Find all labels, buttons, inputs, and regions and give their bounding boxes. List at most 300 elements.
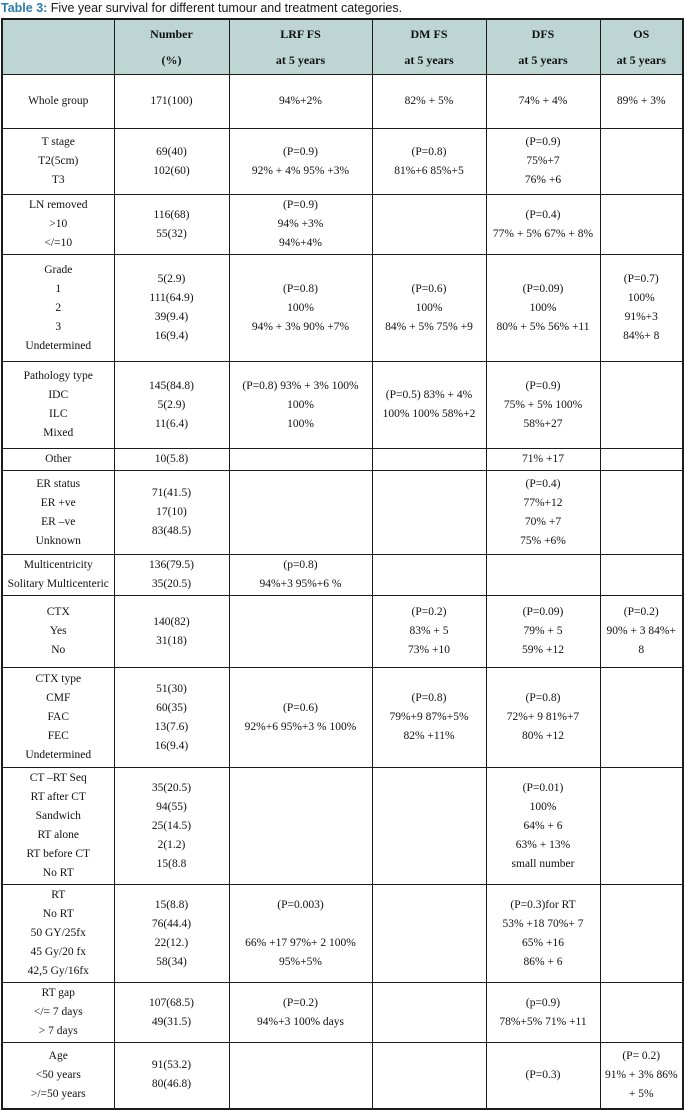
cell-line: ER status <box>36 477 81 490</box>
table-cell-lrf-fs <box>229 362 372 449</box>
cell-line: No RT <box>42 908 74 920</box>
cell-line: 49(31.5) <box>151 1015 192 1028</box>
table-cell-lrf-fs <box>229 471 372 555</box>
cell-line: RT before CT <box>26 848 91 860</box>
cell-line: 65% +16 <box>522 936 564 949</box>
cell-line: 3 <box>55 320 62 333</box>
header-cell-category <box>2 19 114 75</box>
cell-line: (P=0.2) <box>283 996 318 1009</box>
cell-line: 79%+9 87%+5% <box>389 711 469 723</box>
cell-line: 171(100) <box>150 95 193 107</box>
cell-line: + 5% <box>628 1087 654 1100</box>
table-cell-lrf-fs <box>229 768 372 885</box>
cell-line: 100% <box>415 301 443 314</box>
cell-line <box>232 1066 370 1085</box>
table-cell-dm-fs <box>372 255 486 362</box>
cell-line: 71(41.5) <box>151 487 192 499</box>
cell-line: 59% +12 <box>522 644 564 656</box>
cell-line: 55(32) <box>156 227 187 240</box>
cell-line <box>375 924 484 943</box>
cell-line: OS <box>633 27 650 41</box>
header-row <box>2 19 683 75</box>
table-cell-dfs <box>486 362 600 449</box>
cell-line: (P=0.09) <box>522 606 564 618</box>
table-cell-dm-fs <box>372 75 486 129</box>
table-row <box>2 596 683 668</box>
cell-line: ILC <box>48 408 68 420</box>
cell-line: No <box>51 644 66 656</box>
table-cell-dfs <box>486 255 600 362</box>
cell-line <box>375 1066 484 1085</box>
cell-line: 58(34) <box>156 955 187 968</box>
cell-line: 77%+12 <box>523 496 563 509</box>
table-cell-dm-fs <box>372 362 486 449</box>
table-cell-dm-fs <box>372 768 486 885</box>
cell-line <box>232 503 370 522</box>
cell-line: Mixed <box>43 427 74 439</box>
table-cell-dm-fs <box>372 668 486 768</box>
table-cell-number <box>114 768 229 885</box>
cell-line: 45 Gy/20 fx <box>30 946 87 958</box>
table-cell-number <box>114 596 229 668</box>
cell-line: (P=0.6) <box>283 701 318 714</box>
table-cell-category <box>2 195 114 255</box>
cell-line: <50 years <box>35 1068 81 1081</box>
table-cell-number <box>114 362 229 449</box>
table-cell-lrf-fs <box>229 555 372 596</box>
cell-line: Unknown <box>35 534 81 547</box>
table-row <box>2 471 683 555</box>
cell-line: 35(20.5) <box>151 578 192 590</box>
cell-line: 140(82) <box>153 615 190 628</box>
cell-line <box>5 34 112 60</box>
cell-line: 8 <box>638 644 645 656</box>
cell-line: (P=0.9) <box>525 379 561 392</box>
cell-line: 80(46.8) <box>151 1078 192 1091</box>
cell-line: at 5 years <box>275 53 326 67</box>
table-cell-lrf-fs <box>229 129 372 195</box>
table-row <box>2 1043 683 1109</box>
cell-line: > 7 days <box>38 1025 78 1037</box>
cell-line: 91(53.2) <box>151 1059 192 1072</box>
table-row <box>2 668 683 768</box>
table-cell-lrf-fs <box>229 75 372 129</box>
cell-line: (P=0.8) 93% + 3% 100% <box>242 379 359 392</box>
cell-line: 69(40) <box>156 145 187 158</box>
cell-line: 91%+3 <box>624 311 658 323</box>
table-cell-dm-fs <box>372 195 486 255</box>
cell-line <box>232 622 370 641</box>
cell-line: (P=0.09) <box>522 282 564 295</box>
cell-line: >/=50 years <box>30 1087 86 1100</box>
cell-line: 91% + 3% 86% <box>604 1068 678 1081</box>
cell-line: </= 7 days <box>33 1006 83 1018</box>
table-cell-dm-fs <box>372 129 486 195</box>
cell-line: RT alone <box>37 829 80 841</box>
table-cell-os <box>600 1043 683 1109</box>
cell-line: (P=0.5) 83% + 4% <box>385 389 473 401</box>
cell-line: (p=0.9) <box>525 996 561 1009</box>
cell-line: Pathology type <box>23 370 93 382</box>
cell-line: (P=0.01) <box>522 781 564 794</box>
table-cell-lrf-fs <box>229 596 372 668</box>
cell-line: Yes <box>49 625 67 637</box>
table-row <box>2 255 683 362</box>
cell-line: (P=0.4) <box>525 477 561 490</box>
table-cell-dfs <box>486 1043 600 1109</box>
cell-line: 82% +11% <box>403 730 455 742</box>
cell-line: 2 <box>55 301 62 314</box>
cell-line <box>375 450 484 469</box>
cell-line: Age <box>48 1049 68 1062</box>
cell-line: 76% +6 <box>524 174 562 186</box>
survival-table <box>1 18 684 1110</box>
cell-line: at 5 years <box>404 53 454 67</box>
cell-line <box>603 708 681 727</box>
table-body <box>2 75 683 1109</box>
cell-line: 94%+4% <box>279 237 322 249</box>
cell-line: FAC <box>47 711 70 723</box>
table-cell-dm-fs <box>372 596 486 668</box>
cell-line: Multicentricity <box>23 559 93 571</box>
cell-line: 2(1.2) <box>157 838 186 851</box>
cell-line: 71% +17 <box>522 453 564 465</box>
cell-line: Whole group <box>28 95 89 107</box>
cell-line: 31(18) <box>156 634 187 647</box>
cell-line <box>603 396 681 415</box>
cell-line: 136(79.5) <box>148 559 195 571</box>
table-cell-os <box>600 129 683 195</box>
table-header <box>2 19 683 75</box>
table-cell-dfs <box>486 983 600 1043</box>
cell-line: (P=0.8) <box>411 692 447 704</box>
cell-line: (P=0.3) <box>525 1068 561 1081</box>
table-cell-number <box>114 471 229 555</box>
cell-line: 75%+7 <box>526 155 560 167</box>
table-cell-number <box>114 195 229 255</box>
table-cell-lrf-fs <box>229 195 372 255</box>
cell-line: RT <box>51 889 66 901</box>
header-cell-os <box>600 19 683 75</box>
cell-line: 107(68.5) <box>148 996 195 1009</box>
cell-line <box>375 1003 484 1022</box>
table-cell-category <box>2 1043 114 1109</box>
table-cell-number <box>114 449 229 471</box>
cell-line <box>375 215 484 234</box>
cell-line: 42,5 Gy/16fx <box>27 965 89 977</box>
table-cell-number <box>114 983 229 1043</box>
cell-line: ER +ve <box>40 496 76 509</box>
cell-line <box>603 215 681 234</box>
cell-line <box>603 817 681 836</box>
table-cell-number <box>114 885 229 983</box>
table-cell-os <box>600 668 683 768</box>
table-cell-category <box>2 983 114 1043</box>
table-cell-number <box>114 255 229 362</box>
table-row <box>2 195 683 255</box>
cell-line: 1 <box>55 282 62 295</box>
table-cell-dm-fs <box>372 983 486 1043</box>
cell-line: 73% +10 <box>408 644 450 656</box>
cell-line: 145(84.8) <box>148 379 195 392</box>
cell-line: 10(5.8) <box>154 453 189 465</box>
cell-line: 111(64.9) <box>149 292 194 304</box>
cell-line <box>232 915 370 934</box>
cell-line: 84% + 5% 75% +9 <box>385 320 473 333</box>
cell-line: (P=0.7) <box>623 273 659 285</box>
cell-line: 100% <box>287 301 314 314</box>
cell-line: 94%+3 95%+6 % <box>259 578 342 590</box>
cell-line <box>375 566 484 585</box>
cell-line: 63% + 13% <box>515 838 571 851</box>
table-cell-lrf-fs <box>229 1043 372 1109</box>
cell-line: CT –RT Seq <box>29 772 87 784</box>
cell-line: RT gap <box>41 987 75 999</box>
cell-line: 116(68) <box>153 208 190 221</box>
cell-line: 95%+5% <box>279 955 322 968</box>
cell-line <box>375 503 484 522</box>
cell-line: (P=0.8) <box>411 145 447 158</box>
cell-line: 22(12.) <box>154 936 189 949</box>
table-cell-dfs <box>486 449 600 471</box>
table-cell-dm-fs <box>372 449 486 471</box>
cell-line <box>603 450 681 469</box>
cell-line: 84%+ 8 <box>623 330 660 342</box>
cell-line: 64% + 6 <box>523 819 563 832</box>
header-cell-dm-fs <box>372 19 486 75</box>
cell-line <box>603 1003 681 1022</box>
table-cell-category <box>2 449 114 471</box>
header-cell-lrf-fs <box>229 19 372 75</box>
cell-line: 94%+3 100% days <box>257 1015 344 1028</box>
table-cell-dm-fs <box>372 885 486 983</box>
cell-line: >10 <box>49 218 68 230</box>
cell-line: 100% <box>287 417 314 430</box>
cell-line <box>232 817 370 836</box>
cell-line: 80% + 5% 56% +11 <box>496 320 590 333</box>
cell-line: DM FS <box>410 27 448 41</box>
cell-line <box>603 152 681 171</box>
table-cell-number <box>114 129 229 195</box>
cell-line: small number <box>511 857 575 870</box>
cell-line: 39(9.4) <box>154 311 189 323</box>
table-cell-number <box>114 668 229 768</box>
table-cell-lrf-fs <box>229 255 372 362</box>
cell-line: 94(55) <box>156 800 187 813</box>
cell-line: 15(8.8 <box>156 857 187 870</box>
cell-line: 86% + 6 <box>523 955 563 968</box>
cell-line: 100% 100% 58%+2 <box>382 408 476 420</box>
table-cell-os <box>600 555 683 596</box>
table-cell-category <box>2 768 114 885</box>
cell-line: 92% + 4% 95% +3% <box>251 164 350 177</box>
table-cell-os <box>600 75 683 129</box>
cell-line: 58%+27 <box>523 417 563 430</box>
cell-line: DFS <box>531 27 555 41</box>
table-cell-dm-fs <box>372 471 486 555</box>
cell-line: 92%+6 95%+3 % 100% <box>244 720 357 733</box>
cell-line: 5(2.9) <box>157 273 186 285</box>
cell-line: T2(5cm) <box>38 155 79 167</box>
table-cell-os <box>600 983 683 1043</box>
table-cell-os <box>600 195 683 255</box>
cell-line: (P=0.9) <box>283 199 318 211</box>
table-cell-os <box>600 471 683 555</box>
table-row <box>2 75 683 129</box>
cell-line: 25(14.5) <box>151 819 192 832</box>
cell-line: No RT <box>42 867 74 879</box>
table-cell-os <box>600 885 683 983</box>
cell-line: 79% + 5 <box>523 625 563 637</box>
cell-line: 100% <box>627 292 655 304</box>
table-row <box>2 885 683 983</box>
cell-line: 83(48.5) <box>151 525 192 537</box>
table-cell-dfs <box>486 129 600 195</box>
cell-line: 82% + 5% <box>404 95 454 107</box>
cell-line: 51(30) <box>156 682 187 695</box>
table-cell-os <box>600 449 683 471</box>
cell-line: 16(9.4) <box>154 330 189 342</box>
cell-line: 100% <box>529 301 557 314</box>
cell-line: 13(7.6) <box>154 720 189 733</box>
cell-line: (P=0.8) <box>525 692 561 704</box>
cell-line: (P=0.4) <box>525 208 561 221</box>
table-cell-category <box>2 596 114 668</box>
cell-line: 83% + 5 <box>409 625 449 637</box>
cell-line: 16(9.4) <box>154 739 189 752</box>
cell-line: 89% + 3% <box>616 95 666 107</box>
cell-line: ER –ve <box>41 515 76 528</box>
table-cell-category <box>2 885 114 983</box>
cell-line: (P=0.2) <box>623 606 659 618</box>
cell-line: (P=0.3)for RT <box>510 898 576 911</box>
cell-line: 78%+5% 71% +11 <box>499 1015 587 1028</box>
table-caption <box>0 0 684 18</box>
table-cell-dfs <box>486 768 600 885</box>
cell-line: 76(44.4) <box>151 917 192 930</box>
cell-line: Sandwich <box>35 810 81 822</box>
table-cell-dfs <box>486 471 600 555</box>
table-cell-dfs <box>486 195 600 255</box>
cell-line: 94%+2% <box>279 95 322 107</box>
cell-line: 75% +6% <box>520 534 566 547</box>
table-row <box>2 983 683 1043</box>
cell-line: 94% + 3% 90% +7% <box>251 320 350 333</box>
table-cell-lrf-fs <box>229 449 372 471</box>
cell-line: T stage <box>41 136 75 148</box>
cell-line: FEC <box>47 730 69 742</box>
table-cell-category <box>2 555 114 596</box>
cell-line: IDC <box>48 389 69 401</box>
cell-line: 5(2.9) <box>157 398 186 411</box>
cell-line: 102(60) <box>153 164 190 177</box>
header-cell-dfs <box>486 19 600 75</box>
cell-line: Undetermined <box>25 339 92 352</box>
table-cell-category <box>2 362 114 449</box>
cell-line: Undetermined <box>25 749 92 761</box>
table-cell-category <box>2 255 114 362</box>
cell-line: CTX type <box>35 673 82 685</box>
cell-line: LN removed <box>29 199 88 211</box>
cell-line <box>603 566 681 585</box>
cell-line: 90% + 3 84%+ <box>606 625 676 637</box>
cell-line: 75% + 5% 100% <box>503 398 583 411</box>
header-cell-number <box>114 19 229 75</box>
cell-line: 11(6.4) <box>154 417 189 430</box>
table-cell-dfs <box>486 885 600 983</box>
cell-line: 35(20.5) <box>151 781 192 794</box>
cell-line <box>232 450 370 469</box>
cell-line <box>603 924 681 943</box>
cell-line: (P= 0.2) <box>622 1049 661 1062</box>
cell-line: CMF <box>46 692 71 704</box>
table-cell-category <box>2 75 114 129</box>
cell-line: (%) <box>161 53 182 67</box>
table-cell-category <box>2 471 114 555</box>
cell-line: (P=0.003) <box>277 898 324 911</box>
cell-line: 94% +3% <box>277 218 324 230</box>
table-cell-os <box>600 362 683 449</box>
table-cell-number <box>114 75 229 129</box>
cell-line: (P=0.9) <box>283 145 318 158</box>
cell-line: 80% +12 <box>522 730 564 742</box>
cell-line: 100% <box>287 398 314 411</box>
cell-line: (P=0.6) <box>411 282 447 295</box>
cell-line: at 5 years <box>616 53 666 67</box>
cell-line: </=10 <box>44 237 73 249</box>
table-cell-dfs <box>486 555 600 596</box>
table-caption-text: Five year survival for different tumour and treatment categories. <box>47 1 403 15</box>
cell-line <box>603 503 681 522</box>
table-cell-dfs <box>486 596 600 668</box>
table-cell-number <box>114 555 229 596</box>
cell-line: (p=0.8) <box>283 559 318 571</box>
table-cell-os <box>600 768 683 885</box>
cell-line: 50 GY/25fx <box>30 927 86 939</box>
cell-line <box>489 566 598 585</box>
cell-line: 70% +7 <box>524 515 562 528</box>
table-row <box>2 449 683 471</box>
table-row <box>2 555 683 596</box>
cell-line: Number <box>150 27 193 41</box>
cell-line: CTX <box>46 606 70 618</box>
cell-line: 60(35) <box>156 701 187 714</box>
table-row <box>2 129 683 195</box>
table-cell-lrf-fs <box>229 668 372 768</box>
table-cell-os <box>600 255 683 362</box>
cell-line: RT after CT <box>30 791 86 803</box>
table-cell-dm-fs <box>372 1043 486 1109</box>
cell-line: T3 <box>51 174 65 186</box>
cell-line: 81%+6 85%+5 <box>394 164 464 177</box>
table-cell-category <box>2 129 114 195</box>
cell-line: 72%+ 9 81%+7 <box>506 711 580 723</box>
table-cell-lrf-fs <box>229 983 372 1043</box>
cell-line: Solitary Multicenteric <box>7 578 109 590</box>
cell-line: (P=0.2) <box>411 606 447 618</box>
cell-line: 17(10) <box>156 506 187 518</box>
cell-line: LRF FS <box>280 27 321 41</box>
cell-line: 74% + 4% <box>518 95 568 107</box>
table-cell-dfs <box>486 75 600 129</box>
table-cell-number <box>114 1043 229 1109</box>
table-cell-dm-fs <box>372 555 486 596</box>
cell-line: at 5 years <box>518 53 568 67</box>
cell-line: (P=0.8) <box>283 282 318 295</box>
table-cell-os <box>600 596 683 668</box>
table-cell-dfs <box>486 668 600 768</box>
cell-line <box>375 817 484 836</box>
